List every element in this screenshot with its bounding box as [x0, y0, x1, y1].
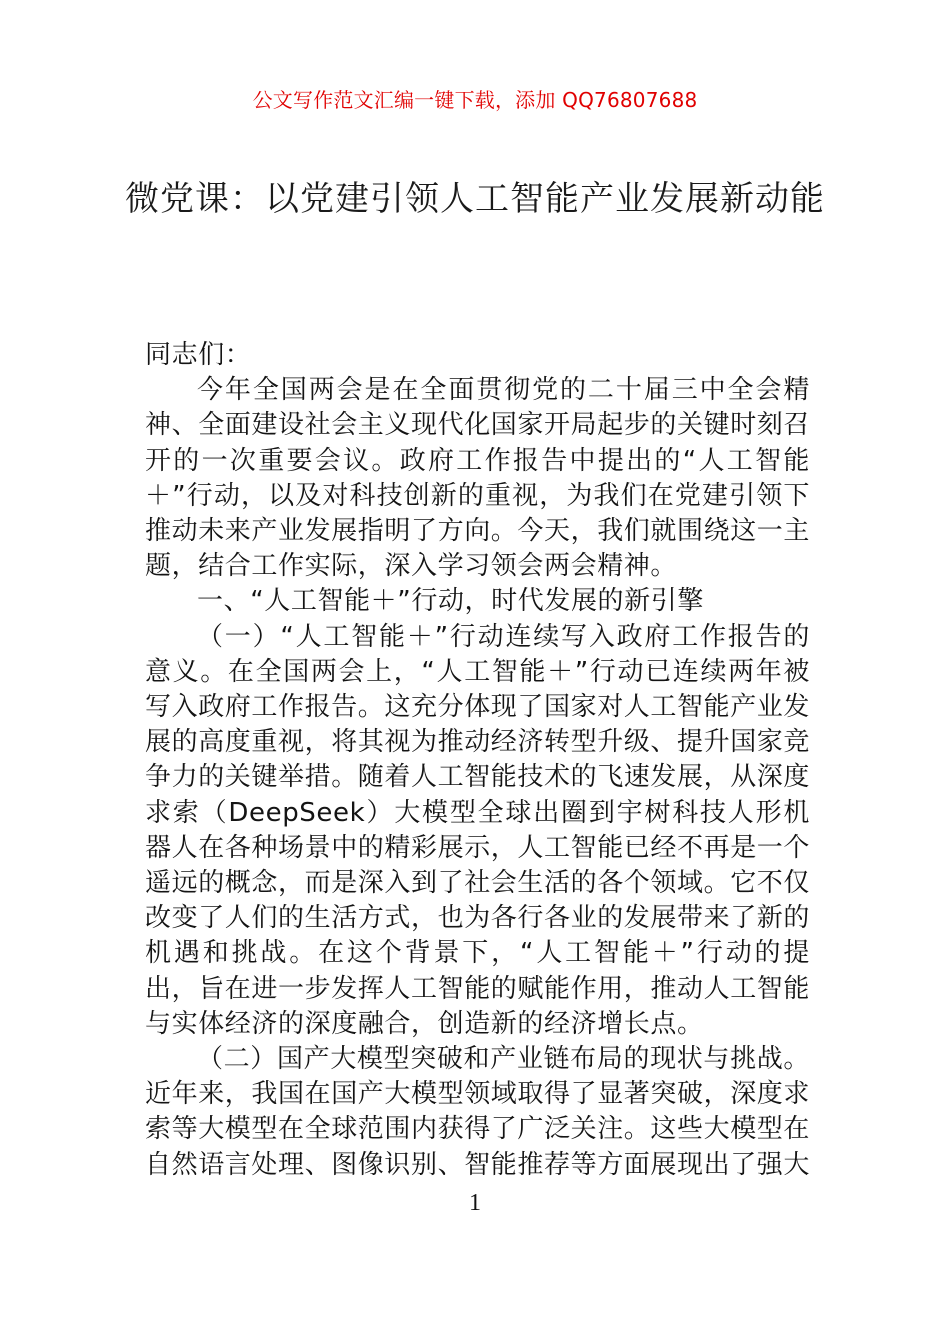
page-number: 1: [469, 1190, 481, 1216]
paragraph-subsection-2: （二）国产大模型突破和产业链布局的现状与挑战。近年来，我国在国产大模型领域取得了显著突破，深度求索等大模型在全球范围内获得了广泛关注。这些大模型在自然语言处理、图像识别、智能推荐等方面展现出了强大: [145, 1044, 811, 1180]
salutation: 同志们：: [145, 340, 252, 370]
paragraph-subsection-1: （一）“人工智能＋”行动连续写入政府工作报告的意义。在全国两会上，“人工智能＋”行动已连续两年被写入政府工作报告。这充分体现了国家对人工智能产业发展的高度重视，将其视为推动经济转型升级、提升国家竞争力的关键举措。随着人工智能技术的飞速发展，从深度求索（DeepSeek）大模型全球出圈到宇树科技人形机器人在各种场景中的精彩展示，人工智能已经不再是一个遥远的概念，而是深入到了社会生活的各个领域。它不仅改变了人们的生活方式，也为各行各业的发展带来了新的机遇和挑战。在这个背景下，“人工智能＋”行动的提出，旨在进一步发挥人工智能的赋能作用，推动人工智能与实体经济的深度融合，创造新的经济增长点。: [145, 621, 811, 1039]
section-heading-1: 一、“人工智能＋”行动，时代发展的新引擎: [197, 586, 704, 617]
document-title: 微党课：以党建引领人工智能产业发展新动能: [125, 179, 825, 219]
header-download-note: 公文写作范文汇编一键下载，添加 QQ76807688: [252, 88, 698, 112]
document-body: [145, 338, 810, 1183]
paragraph-intro: 今年全国两会是在全面贯彻党的二十届三中全会精神、全面建设社会主义现代化国家开局起步的关键时刻召开的一次重要会议。政府工作报告中提出的“人工智能＋”行动，以及对科技创新的重视，为我们在党建引领下推动未来产业发展指明了方向。今天，我们就围绕这一主题，结合工作实际，深入学习领会两会精神。: [145, 375, 811, 582]
